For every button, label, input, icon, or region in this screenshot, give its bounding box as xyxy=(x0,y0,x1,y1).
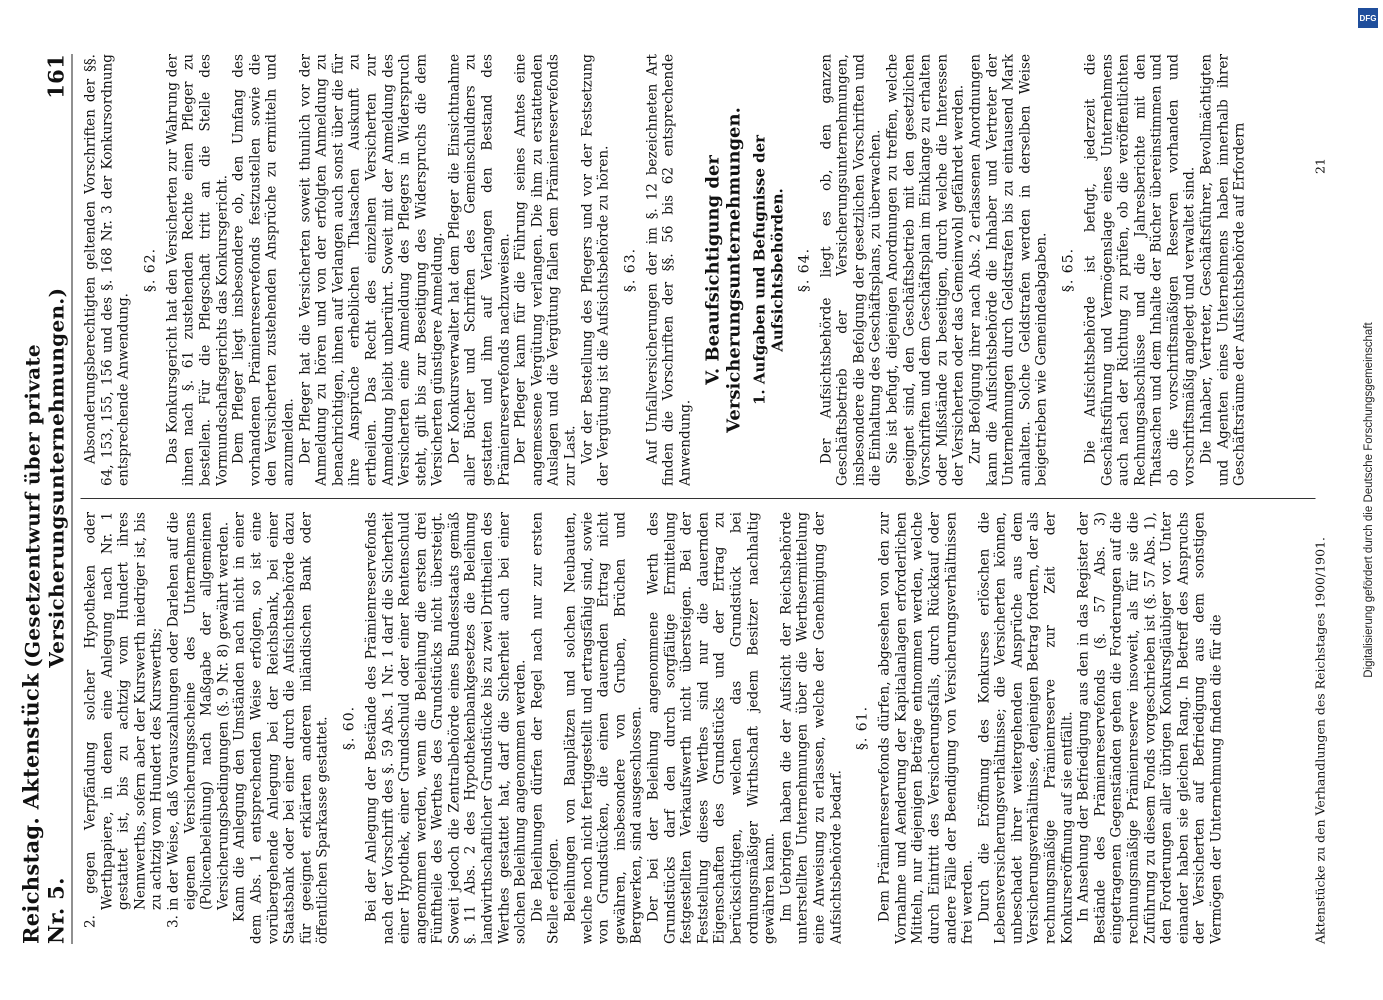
header-left: Reichstag. Aktenstück Nr. 5. xyxy=(18,673,68,944)
page-footer xyxy=(1312,54,1334,944)
paragraph: Bei der Anlegung der Bestände des Prämienreservefonds nach der Vorschrift des §. 59 Abs. 1 Nr. 1 darf die Sicherheit einer Hypothek, einer Grundschuld oder einer Rentenschuld angenommen werden, wenn die Beleihung die ersten drei Fünftheile des Werthes des Grundstücks nicht übersteigt. Soweit jedoch die Zentralbehörde eines Bundesstaats gemäß §. 11 Abs. 2 des Hypothekenbankgesetzes die Beleihung landwirthschaftlicher Grundstücke bis zu zwei Drittheilen des Werthes gestattet hat, darf die Sicherheit auch bei einer solchen Beleihung angenommen werden. xyxy=(362,512,529,944)
paragraph: Vor der Bestellung des Pflegers und vor der Festsetzung der Vergütung ist die Aufsichtsbehörde zu hören. xyxy=(578,54,612,486)
section-number: §. 65. xyxy=(1059,247,1076,293)
list-item: 2. gegen Verpfändung solcher Hypotheken oder Werthpapiere, in denen eine Anlegung nach Nr. 1 gestattet ist, bis zu achtzig vom Hundert ihres Nennwerths, sofern aber der Kurswerth niedriger ist, bis zu achtzig vom Hundert des Kurswerths; xyxy=(82,512,165,928)
left-text-column xyxy=(82,512,1302,944)
dfg-logo: DFG xyxy=(1358,8,1378,28)
section-number: §. 64. xyxy=(795,247,812,293)
paragraph: Das Konkursgericht hat den Versicherten zur Wahrung der ihnen nach §. 61 zustehenden Rechte einen Pfleger zu bestellen. Für die Pflegschaft tritt an die Stelle des Vormundschaftsgerichts das Konkursgericht. xyxy=(163,54,230,486)
paragraph: In Ansehung der Befriedigung aus den in das Register der Bestände des Prämienreservefonds (§. 57 Abs. 3) eingetragenen Gegenständen gehen die Forderungen auf die rechnungsmäßige Prämienreserve insoweit, als für sie die Zuführung zu diesem Fonds vorgeschrieben ist (§. 57 Abs. 1), den Forderungen aller übrigen Konkursgläubiger vor. Unter einander haben sie gleichen Rang. In Betreff des Anspruchs der Versicherten auf Befriedigung aus dem sonstigen Vermögen der Unternehmung finden die für die xyxy=(1075,512,1224,944)
paragraph: Die Aufsichtsbehörde ist befugt, jederzeit die Geschäftsführung und Vermögenslage eines Unternehmens auch nach der Richtung zu prüfen, ob die veröffentlichten Rechnungsabschlüsse und die Jahresberichte mit den Thatsachen und dem Inhalte der Bücher übereinstimmen und ob die vorschriftsmäßigen Reserven vorhanden und vorschriftsmäßig angelegt und verwaltet sind. xyxy=(1081,54,1198,486)
paragraph: Im Uebrigen haben die der Aufsicht der Reichsbehörde unterstellten Unternehmungen über die Werthsermittelung eine Anweisung zu erlassen, welche der Genehmigung der Aufsichtsbehörde bedarf. xyxy=(777,512,844,944)
paragraph: Der Aufsichtsbehörde liegt es ob, den ganzen Geschäftsbetrieb der Versicherungsunternehmungen, insbesondere die Befolgung der gesetzlichen Vorschriften und die Einhaltung des Geschäftsplans, zu überwachen. xyxy=(817,54,884,486)
paragraph: Beleihungen von Bauplätzen und solchen Neubauten, welche noch nicht fertiggestellt und ertragsfähig sind, sowie von Grundstücken, die einen dauernden Ertrag nicht gewähren, insbesondere von Gruben, Brüchen und Bergwerken, sind ausgeschlossen. xyxy=(562,512,645,944)
document-page xyxy=(18,54,1340,944)
chapter-heading: V. Beaufsichtigung der Versicherungsunternehmungen. xyxy=(701,107,744,433)
section-number: §. 61. xyxy=(854,705,871,751)
page-header xyxy=(18,54,72,944)
paragraph: Zur Befolgung ihrer nach Abs. 2 erlassenen Anordnungen kann die Aufsichtsbehörde die Inhaber und Vertreter der Unternehmungen durch Geldstrafen bis zu eintausend Mark anhalten. Solche Geldstrafen werden in derselben Weise beigetrieben wie Gemeindeabgaben. xyxy=(966,54,1050,486)
paragraph: Dem Prämienreservefonds dürfen, abgesehen von den zur Vornahme und Aenderung der Kapitalanlagen erforderlichen Mitteln, nur diejenigen Beträge entnommen werden, welche durch Eintritt des Versicherungsfalls, durch Rückkauf oder andere Fälle der Beendigung von Versicherungsverhältnissen frei werden. xyxy=(876,512,976,944)
paragraph: Der Konkursverwalter hat dem Pfleger die Einsichtnahme aller Bücher und Schriften des Gemeinschuldners zu gestatten und ihm auf Verlangen den Bestand des Prämienreservefonds nachzuweisen. xyxy=(445,54,512,486)
paragraph: Der Pfleger hat die Versicherten soweit thunlich vor der Anmeldung zu hören und von der erfolgten Anmeldung zu benachrichtigen, ihnen auf Verlangen auch sonst über die für ihre Ansprüche erheblichen Thatsachen Auskunft zu ertheilen. Das Recht des einzelnen Versicherten zur Anmeldung bleibt unberührt. Soweit mit der Anmeldung des Versicherten eine Anmeldung des Pflegers in Widerspruch steht, gilt bis zur Beseitigung des Widerspruchs die dem Versicherten günstigere Anmeldung. xyxy=(296,54,446,486)
paragraph: Die Inhaber, Vertreter, Geschäftsführer, Bevollmächtigten und Agenten eines Unternehmens haben innerhalb ihrer Geschäftsräume der Aufsichtsbehörde auf Erfordern xyxy=(1198,54,1248,486)
header-title: (Gesetzentwurf über private Versicherungsunternehmungen.) xyxy=(20,287,68,668)
signature-mark: 21 xyxy=(1312,158,1327,174)
paragraph: Auf Unfallversicherungen der im §. 12 bezeichneten Art finden die Vorschriften der §§. 56 bis 62 entsprechende Anwendung. xyxy=(643,54,693,486)
paragraph: Durch die Eröffnung des Konkurses erlöschen die Lebensversicherungsverhältnisse; die Versicherten können, unbeschadet ihrer weitergehenden Ansprüche aus dem Versicherungsverhältnisse, denjenigen Betrag fordern, der als rechnungsmäßige Prämienreserve zur Zeit der Konkurseröffnung auf sie entfällt. xyxy=(975,512,1075,944)
footer-source: Aktenstücke zu den Verhandlungen des Reichstages 1900/1901. xyxy=(1312,536,1327,944)
paragraph: Absonderungsberechtigten geltenden Vorschriften der §§. 64, 153, 155, 156 und des §. 168 Nr. 3 der Konkursordnung entsprechende Anwendung. xyxy=(82,54,132,486)
paragraph: Sie ist befugt, diejenigen Anordnungen zu treffen, welche geeignet sind, den Geschäftsbetrieb mit den gesetzlichen Vorschriften und dem Geschäftsplan im Einklange zu erhalten oder Mißstände zu beseitigen, durch welche die Interessen der Versicherten oder das Gemeinwohl gefährdet werden. xyxy=(883,54,967,486)
section-number: §. 62. xyxy=(141,247,158,293)
subsection-heading: 1. Aufgaben und Befugnisse der Aufsichtsbehörden. xyxy=(749,134,786,406)
right-text-column xyxy=(82,54,1302,486)
column-divider xyxy=(80,498,1315,499)
paragraph: Dem Pfleger liegt insbesondere ob, den Umfang des vorhandenen Prämienreservefonds festzustellen sowie die den Versicherten zustehenden Ansprüche zu ermitteln und anzumelden. xyxy=(230,54,296,486)
section-number: §. 60. xyxy=(340,705,357,751)
paragraph: Kann die Anlegung den Umständen nach nicht in einer dem Abs. 1 entsprechenden Weise erfolgen, so ist eine vorübergehende Anlegung bei der Reichsbank, bei einer Staatsbank oder bei einer durch die Aufsichtsbehörde dazu für geeignet erklärten anderen inländischen Bank oder öffentlichen Sparkasse gestattet. xyxy=(231,512,331,944)
page-number: 161 xyxy=(43,54,68,99)
section-number: §. 63. xyxy=(621,247,638,293)
paragraph: Der Pfleger kann für die Führung seines Amtes eine angemessene Vergütung verlangen. Die ihm zu erstattenden Auslagen und die Vergütung fallen dem Prämienreservefonds zur Last. xyxy=(512,54,579,486)
paragraph: Die Beleihungen dürfen der Regel nach nur zur ersten Stelle erfolgen. xyxy=(528,512,562,944)
digitization-note xyxy=(1354,0,1383,1000)
paragraph: Der bei der Beleihung angenommene Werth des Grundstücks darf den durch sorgfältige Ermittelung festgestellten Verkaufswerth nicht übersteigen. Bei der Feststellung dieses Werthes sind nur die dauernden Eigenschaften des Grundstücks und der Ertrag zu berücksichtigen, welchen das Grundstück bei ordnungsmäßiger Wirthschaft jedem Besitzer nachhaltig gewähren kann. xyxy=(645,512,778,944)
list-item: 3. in der Weise, daß Vorauszahlungen oder Darlehen auf die eigenen Versicherungsscheine des Unternehmens (Policenbeleihung) nach Maßgabe der allgemeinen Versicherungsbedingungen (§. 9 Nr. 8) gewährt werden. xyxy=(164,512,231,928)
digitization-note-text: Digitalisierung gefördert durch die Deutsche Forschungsgemeinschaft xyxy=(1362,322,1375,678)
